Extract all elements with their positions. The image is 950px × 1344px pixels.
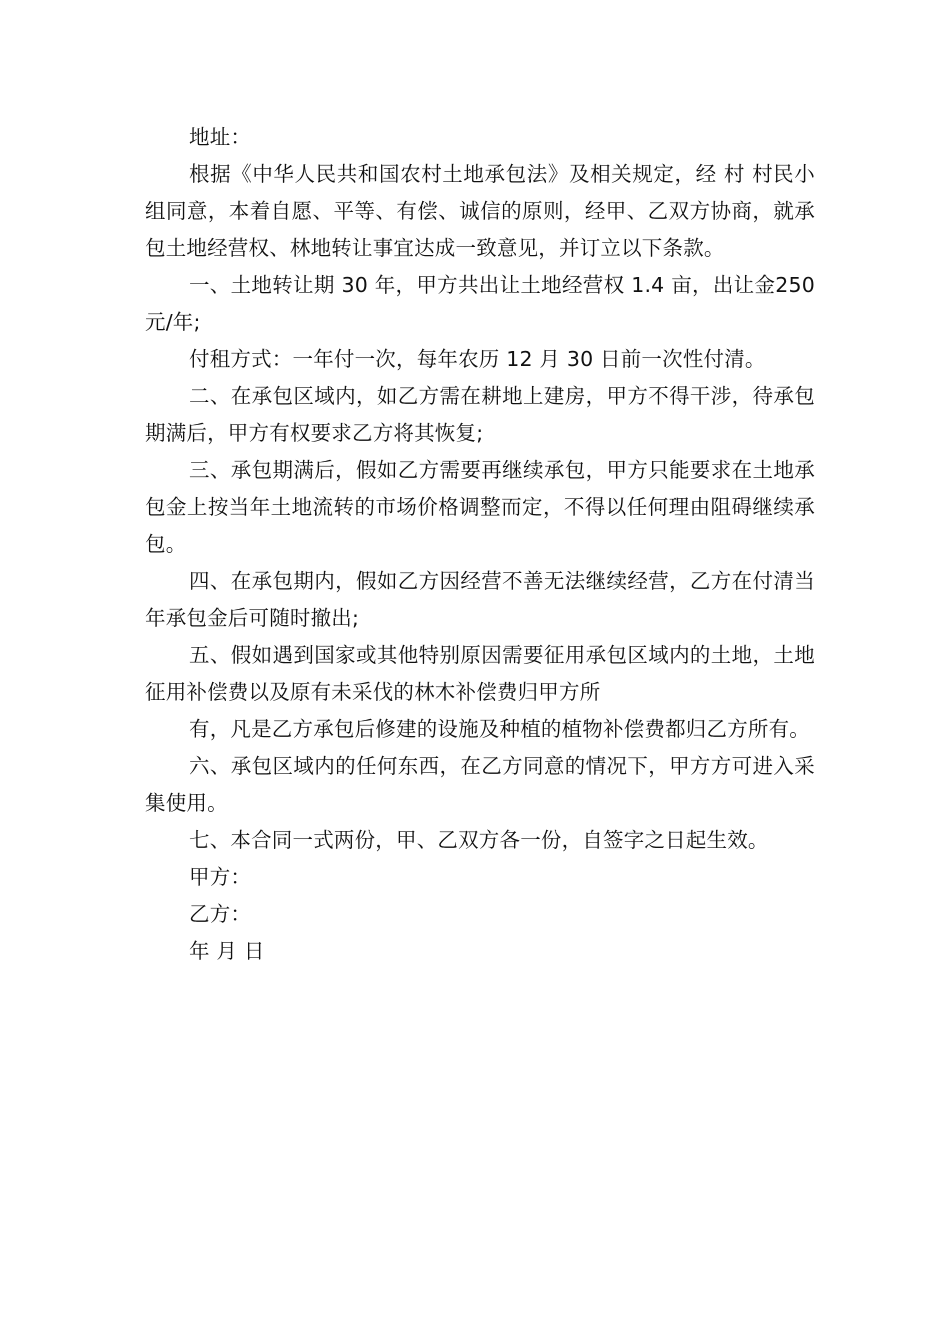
payment-method: 付租方式：一年付一次，每年农历 12 月 30 日前一次性付清。 xyxy=(189,347,766,371)
preamble-paragraph: 根据《中华人民共和国农村土地承包法》及相关规定，经 村 村民小组同意，本着自愿、平等、有偿、诚信的原则，经甲、乙双方协商，就承包土地经营权、林地转让事宜达成一致意见，并订立以下条款。 xyxy=(145,162,815,260)
clause-6: 六、承包区域内的任何东西，在乙方同意的情况下，甲方方可进入采集使用。 xyxy=(145,754,815,815)
contract-document xyxy=(145,119,815,970)
clause-1: 一、土地转让期 30 年，甲方共出让土地经营权 1.4 亩，出让金250 元/年; xyxy=(145,273,815,334)
address-line: 地址： xyxy=(189,125,252,149)
clause-2: 二、在承包区域内，如乙方需在耕地上建房，甲方不得干涉，待承包期满后，甲方有权要求乙方将其恢复; xyxy=(145,384,815,445)
signature-date: 年 月 日 xyxy=(189,939,265,963)
clause-7: 七、本合同一式两份，甲、乙双方各一份，自签字之日起生效。 xyxy=(189,828,769,852)
clause-4: 四、在承包期内，假如乙方因经营不善无法继续经营，乙方在付清当年承包金后可随时撤出; xyxy=(145,569,815,630)
party-b-signature: 乙方： xyxy=(189,902,252,926)
party-a-signature: 甲方： xyxy=(189,865,252,889)
clause-5: 五、假如遇到国家或其他特别原因需要征用承包区域内的土地，土地征用补偿费以及原有未采伐的林木补偿费归甲方所 xyxy=(145,643,815,704)
clause-3: 三、承包期满后，假如乙方需要再继续承包，甲方只能要求在土地承包金上按当年土地流转的市场价格调整而定，不得以任何理由阻碍继续承包。 xyxy=(145,458,815,556)
clause-5-continued: 有，凡是乙方承包后修建的设施及种植的植物补偿费都归乙方所有。 xyxy=(189,717,810,741)
